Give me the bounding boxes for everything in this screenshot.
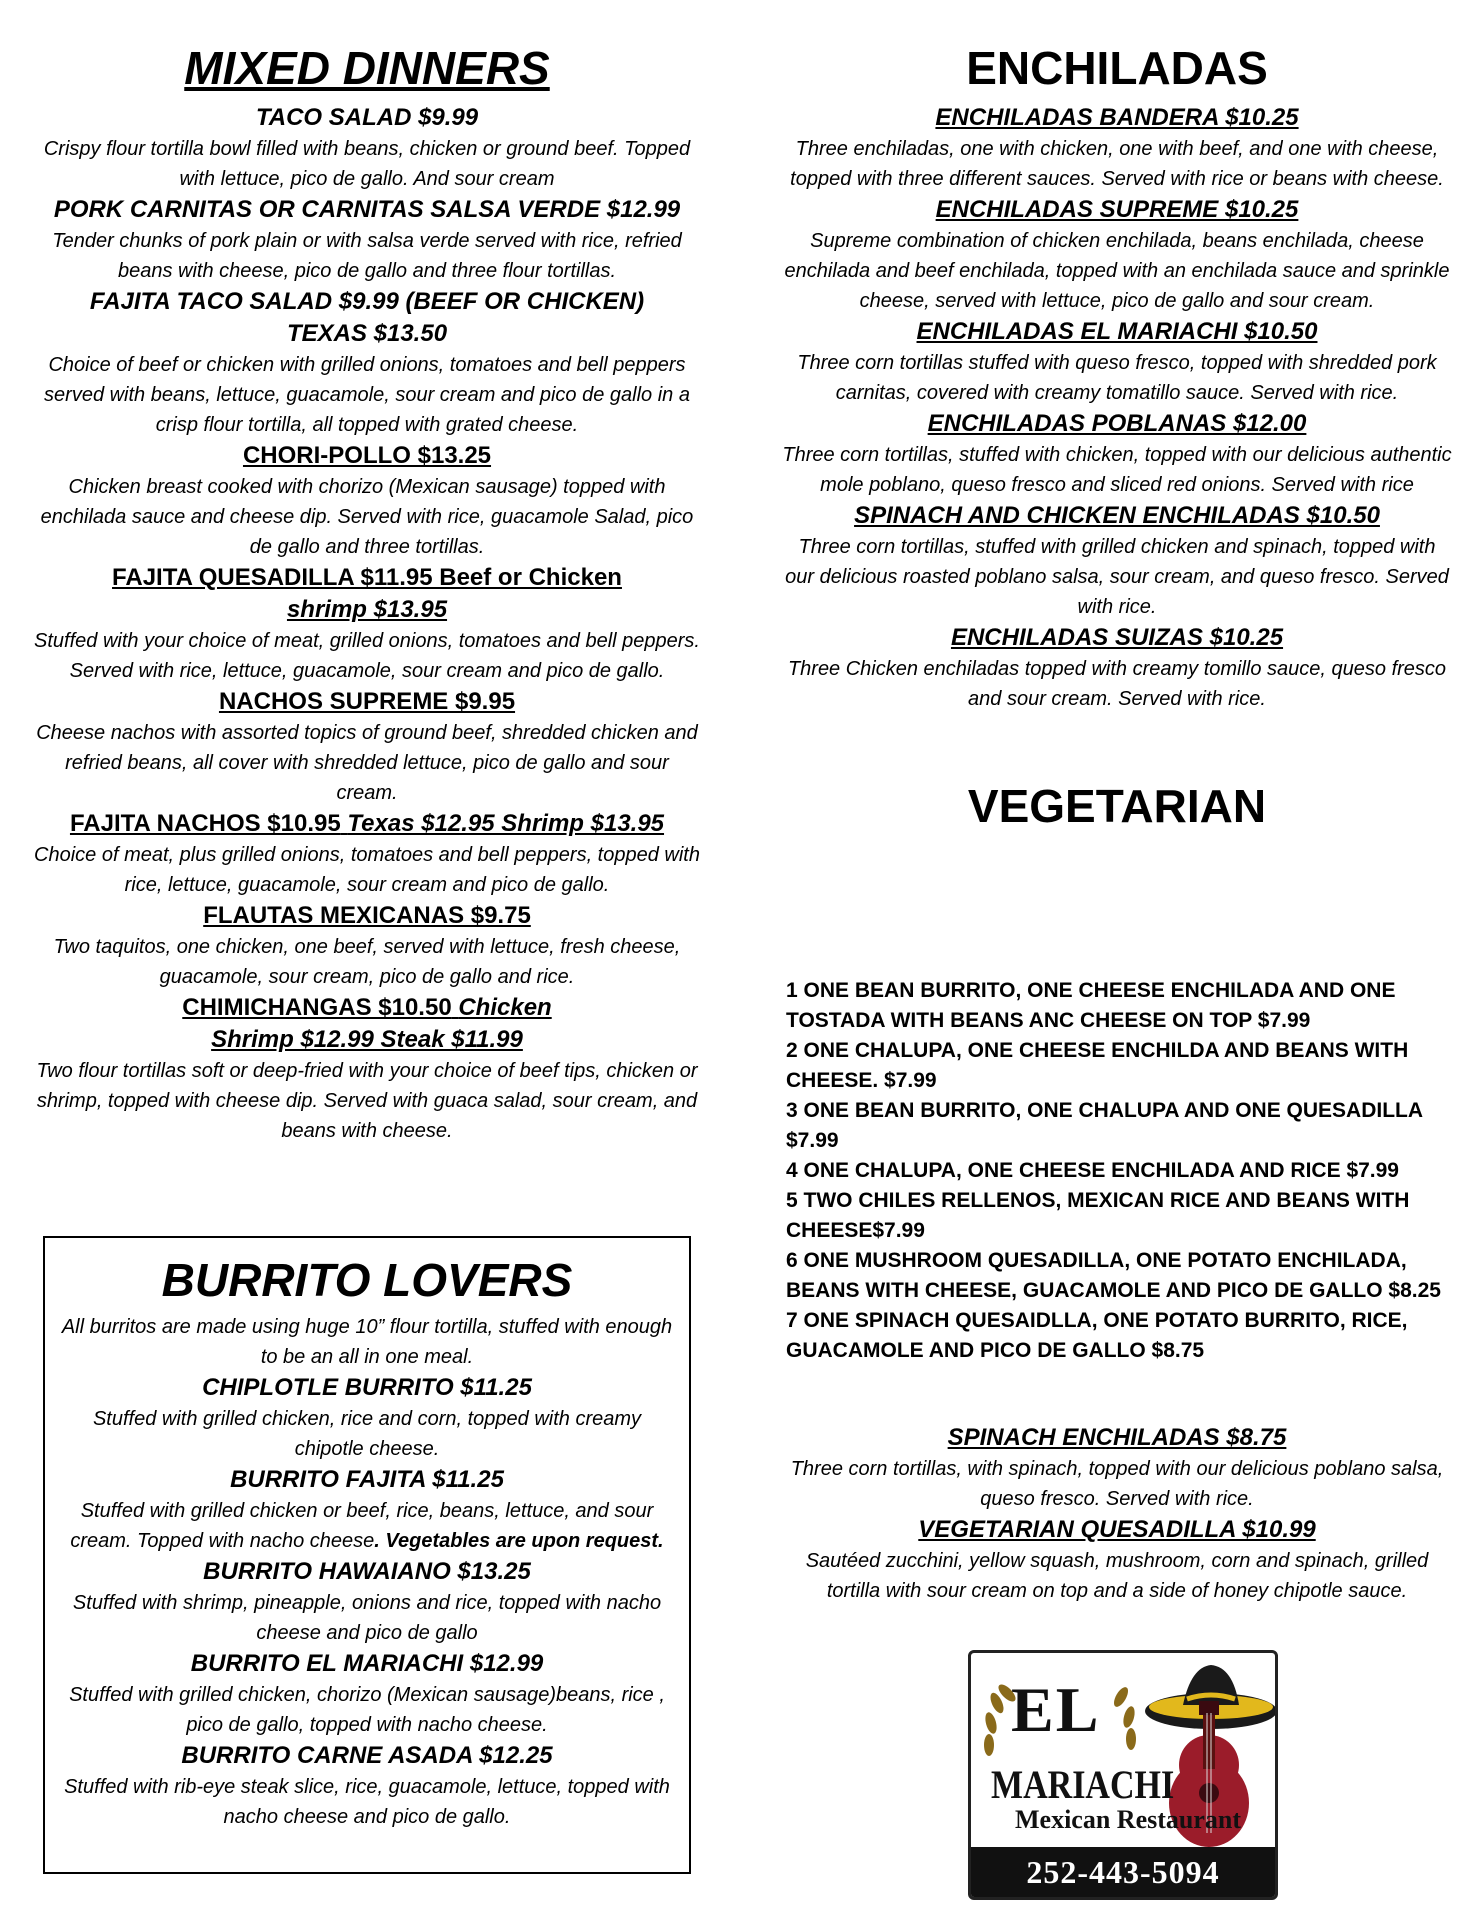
menu-item-desc: Tender chunks of pork plain or with salsa verde served with rice, refried beans with cheese, pico de gallo and three flour tortillas. xyxy=(52,230,682,282)
menu-item-desc: Two flour tortillas soft or deep-fried with your choice of beef tips, chicken or shrimp, topped with cheese dip. Served with guaca salad, sour cream, and beans with cheese. xyxy=(36,1060,698,1142)
menu-item-desc: Stuffed with shrimp, pineapple, onions and rice, topped with nacho cheese and pico de gallo xyxy=(72,1592,662,1644)
burrito-lovers-title: BURRITO LOVERS xyxy=(161,1254,573,1306)
phone-number: 252-443-5094 xyxy=(971,1847,1275,1897)
vegetarian-specials xyxy=(782,1422,1452,1606)
menu-item-desc: Three enchiladas, one with chicken, one with beef, and one with cheese, topped with three different sauces. Served with rice or beans with cheese. xyxy=(790,138,1444,190)
veg-combo-item: 7 ONE SPINACH QUESAIDLLA, ONE POTATO BURRITO, RICE, GUACAMOLE AND PICO DE GALLO $8.75 xyxy=(786,1309,1408,1362)
enchiladas-section xyxy=(782,40,1452,840)
menu-item-title: PORK CARNITAS OR CARNITAS SALSA VERDE $12.99 xyxy=(53,196,681,223)
menu-item-title: CHIPLOTLE BURRITO $11.25 xyxy=(202,1374,532,1401)
menu-item-desc: Three corn tortillas, stuffed with grilled chicken and spinach, topped with our delicious roasted poblano salsa, sour cream, and queso fresco. Served with rice. xyxy=(785,536,1449,618)
menu-item-desc-main: Stuffed with grilled chicken or beef, rice, beans, lettuce, and sour cream. Topped with nacho cheese xyxy=(70,1500,654,1552)
menu-item-title: SPINACH ENCHILADAS $8.75 xyxy=(947,1424,1287,1451)
enchiladas-title: ENCHILADAS xyxy=(966,42,1268,94)
menu-item-desc-note: . Vegetables are upon request. xyxy=(374,1530,664,1552)
restaurant-logo xyxy=(968,1650,1278,1900)
menu-item-subtitle: shrimp $13.95 xyxy=(286,596,448,623)
menu-item-desc: Stuffed with grilled chicken, chorizo (Mexican sausage)beans, rice , pico de gallo, topped with nacho cheese. xyxy=(69,1684,665,1736)
menu-item-title: ENCHILADAS BANDERA $10.25 xyxy=(935,104,1299,131)
menu-item-title: BURRITO CARNE ASADA $12.25 xyxy=(181,1742,553,1769)
menu-item-title: CHORI-POLLO $13.25 xyxy=(242,442,492,469)
menu-item-desc: Choice of meat, plus grilled onions, tomatoes and bell peppers, topped with rice, lettuce, guacamole, sour cream and pico de gallo. xyxy=(34,844,700,896)
menu-item-desc xyxy=(61,1496,673,1556)
menu-item-title: ENCHILADAS EL MARIACHI $10.50 xyxy=(916,318,1318,345)
menu-item-desc: Two taquitos, one chicken, one beef, served with lettuce, fresh cheese, guacamole, sour cream, pico de gallo and rice. xyxy=(53,936,681,988)
menu-item-title: FLAUTAS MEXICANAS $9.75 xyxy=(203,902,531,929)
laurel-icon xyxy=(1111,1685,1137,1750)
menu-item-title-extra: Texas $12.95 Shrimp $13.95 xyxy=(347,810,665,837)
menu-item-title xyxy=(32,808,702,840)
burrito-intro: All burritos are made using huge 10” flour tortilla, stuffed with enough to be an all in one meal. xyxy=(61,1316,673,1368)
vegetarian-combos xyxy=(786,976,1446,1366)
menu-item-desc: Cheese nachos with assorted topics of ground beef, shredded chicken and refried beans, all cover with shredded lettuce, pico de gallo and sour cream. xyxy=(36,722,698,804)
vegetarian-title: VEGETARIAN xyxy=(967,780,1267,832)
mixed-dinners-title: MIXED DINNERS xyxy=(184,42,550,94)
menu-item-title-extra: Chicken xyxy=(458,994,552,1021)
menu-item-subtitle: TEXAS $13.50 xyxy=(286,320,448,347)
veg-combo-item: 1 ONE BEAN BURRITO, ONE CHEESE ENCHILADA AND ONE TOSTADA WITH BEANS ANC CHEESE ON TOP $7.99 xyxy=(786,979,1396,1032)
logo-subtitle: Mexican Restaurant xyxy=(1014,1805,1241,1834)
menu-item-title: TACO SALAD $9.99 xyxy=(255,104,479,131)
menu-item-title: BURRITO HAWAIANO $13.25 xyxy=(203,1558,531,1585)
menu-item-desc: Sautéed zucchini, yellow squash, mushroom, corn and spinach, grilled tortilla with sour cream on top and a side of honey chipotle sauce. xyxy=(805,1550,1429,1602)
veg-combo-item: 3 ONE BEAN BURRITO, ONE CHALUPA AND ONE QUESADILLA $7.99 xyxy=(786,1099,1423,1152)
menu-item-desc: Stuffed with grilled chicken, rice and corn, topped with creamy chipotle cheese. xyxy=(92,1408,642,1460)
menu-item-desc: Three Chicken enchiladas topped with creamy tomillo sauce, queso fresco and sour cream. Served with rice. xyxy=(787,658,1447,710)
menu-item-desc: Three corn tortillas stuffed with queso fresco, topped with shredded pork carnitas, covered with creamy tomatillo sauce. Served with rice. xyxy=(797,352,1437,404)
menu-item-desc: Three corn tortillas, with spinach, topped with our delicious poblano salsa, queso fresco. Served with rice. xyxy=(790,1458,1444,1510)
mixed-dinners-section xyxy=(32,40,702,1146)
veg-combo-item: 5 TWO CHILES RELLENOS, MEXICAN RICE AND BEANS WITH CHEESE$7.99 xyxy=(786,1189,1410,1242)
menu-item-title xyxy=(32,992,702,1024)
burrito-lovers-section xyxy=(43,1236,691,1874)
logo-name-text: MARIACHI xyxy=(991,1762,1175,1807)
menu-item-title: ENCHILADAS SUPREME $10.25 xyxy=(935,196,1299,223)
menu-item-title-main: FAJITA NACHOS $10.95 xyxy=(69,810,341,837)
menu-item-desc: Crispy flour tortilla bowl filled with beans, chicken or ground beef. Topped with lettuce, pico de gallo. And sour cream xyxy=(43,138,691,190)
logo-el-text: EL xyxy=(1011,1674,1101,1745)
veg-combo-item: 4 ONE CHALUPA, ONE CHEESE ENCHILADA AND RICE $7.99 xyxy=(786,1159,1399,1182)
veg-combo-item: 2 ONE CHALUPA, ONE CHEESE ENCHILDA AND BEANS WITH CHEESE. $7.99 xyxy=(786,1039,1409,1092)
menu-item-desc: Stuffed with rib-eye steak slice, rice, guacamole, lettuce, topped with nacho cheese and pico de gallo. xyxy=(64,1776,670,1828)
menu-item-title: ENCHILADAS SUIZAS $10.25 xyxy=(950,624,1284,651)
menu-item-title: BURRITO EL MARIACHI $12.99 xyxy=(190,1650,544,1677)
menu-item-desc: Three corn tortillas, stuffed with chicken, topped with our delicious authentic mole poblano, queso fresco and sliced red onions. Served with rice xyxy=(782,444,1452,496)
menu-item-desc: Choice of beef or chicken with grilled onions, tomatoes and bell peppers served with beans, lettuce, guacamole, sour cream and pico de gallo in a crisp flour tortilla, all topped with grated cheese. xyxy=(44,354,690,436)
menu-item-title: ENCHILADAS POBLANAS $12.00 xyxy=(927,410,1307,437)
menu-item-desc: Supreme combination of chicken enchilada, beans enchilada, cheese enchilada and beef enchilada, topped with an enchilada sauce and sprinkle cheese, served with lettuce, pico de gallo and sour cream. xyxy=(784,230,1450,312)
menu-item-title: NACHOS SUPREME $9.95 xyxy=(218,688,516,715)
menu-item-title: VEGETARIAN QUESADILLA $10.99 xyxy=(918,1516,1316,1543)
menu-item-title: FAJITA TACO SALAD $9.99 (BEEF OR CHICKEN) xyxy=(89,288,645,315)
menu-item-desc: Chicken breast cooked with chorizo (Mexican sausage) topped with enchilada sauce and cheese dip. Served with rice, guacamole Salad, pico de gallo and three tortillas. xyxy=(40,476,694,558)
menu-item-title: BURRITO FAJITA $11.25 xyxy=(230,1466,504,1493)
menu-item-subtitle: Shrimp $12.99 Steak $11.99 xyxy=(211,1026,523,1053)
veg-combo-item: 6 ONE MUSHROOM QUESADILLA, ONE POTATO ENCHILADA, BEANS WITH CHEESE, GUACAMOLE AND PICO DE GALLO $8.25 xyxy=(786,1249,1441,1302)
menu-item-title: FAJITA QUESADILLA $11.95 Beef or Chicken xyxy=(112,564,622,591)
menu-item-title: SPINACH AND CHICKEN ENCHILADAS $10.50 xyxy=(854,502,1380,529)
menu-item-desc: Stuffed with your choice of meat, grilled onions, tomatoes and bell peppers. Served with rice, lettuce, guacamole, sour cream and pico de gallo. xyxy=(34,630,700,682)
menu-item-title-main: CHIMICHANGAS $10.50 xyxy=(182,994,452,1021)
